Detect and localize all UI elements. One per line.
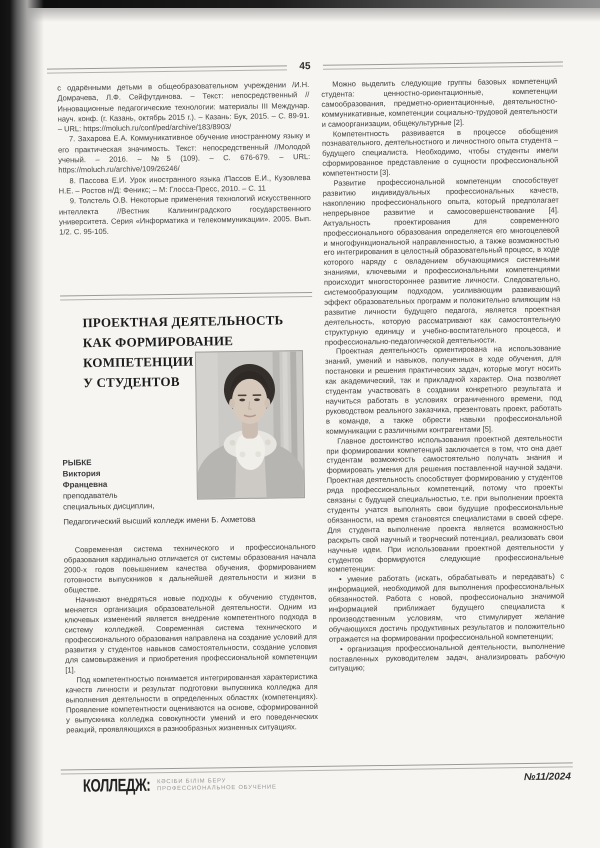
journal-logo-subtitle-kz: КӘСІБИ БІЛІМ БЕРУ [157, 778, 227, 786]
article-title-line: КАК ФОРМИРОВАНИЕ [82, 333, 234, 351]
author-patronymic: Францевна [62, 479, 108, 490]
paragraph: Можно выделить следующие группы базовых компетенций студента: ценностно-ориентационные, компетенции самообразования, предметно-ориентационные, деятельностно-коммуникативные, компетенции социально-трудовой деятельности и самоорганизации, общекультурные [2]. [321, 76, 558, 129]
author-surname: РЫБКЕ [62, 458, 92, 468]
bullet-item: • умение работать (искать, обрабатывать и передавать) с информацией, необходимой для выполнения профессиональных обязанностей. Работа с новой, профессионально значимой информацией приближает будущего специалиста к производственным условиям, что стимулирует желание обучающихся достичь продуктивных результатов и положительно отражается на формировании профессиональной компетенции; [328, 571, 565, 644]
section-divider-rule [60, 292, 312, 301]
header-rule-right [322, 61, 562, 69]
reference-item-9: 9. Толстель О.В. Некоторые применения технологий искусственного интеллекта //Вестник Калининградского государственного университета. Серия «Информатика и телекоммуникации». 2005. Вып. 1/2. С. 95-105. [58, 193, 312, 237]
page-footer [61, 762, 573, 796]
paragraph: Главное достоинство использования проектной деятельности при формировании компетенций заключается в том, что она дает студентам возможность самостоятельно получать знания и формировать умения для решения поставленной научной задачи. Проектная деятельность способствует формированию у студентов ряда профессиональных компетенций, потому что проекты связаны с будущей специальностью, т.е. при выполнении проекта студенты учатся выполнять свои будущие профессиональные обязанности, на время становятся специалистами в своей сфере. Для студента выполнение проекта является возможностью раскрыть свой научный и творческий потенциал, реализовать свои научные идеи. При использовании проектной деятельности у студентов формируются следующие профессиональные компетенции: [326, 433, 564, 575]
journal-logo-title: КОЛЛЕДЖ: [82, 776, 151, 797]
left-column [57, 80, 319, 769]
scan-edge-left-spine [0, 0, 44, 848]
page-number: 45 [299, 60, 311, 73]
references-list [57, 80, 311, 238]
journal-logo-subtitle-ru: ПРОФЕССИОНАЛЬНОЕ ОБУЧЕНИЕ [157, 784, 277, 793]
journal-logo [83, 776, 277, 797]
article-title-line: КОМПЕТЕНЦИИ [82, 353, 194, 371]
issue-number: №11/2024 [523, 771, 571, 784]
author-photo [195, 350, 305, 499]
reference-item-8: 8. Пассова Е.И. Урок иностранного языка /Пассов Е.И., Кузовлева Н.Е. – Ростов н/Д: Феникс; – М: Глосса-Пресс, 2010. – С. 11 [58, 172, 311, 196]
scan-edge-top-shadow [0, 8, 600, 22]
paragraph: Развитие профессиональной компетенции способствует развитию индивидуальных профессиональных качеств, накоплению профессионального опыта, который предполагает непрерывное развитие и самосовершенствование [4]. Актуальность проектирования для современного профессионального образования определяется его многоцелевой и многофункциональной направленностью, а также возможностью его интегрирования в целостный образовательный процесс, в ходе которого наряду с овладением обучающимися системными знаниями, ключевыми и профессиональными компетенциями происходит многостороннее развитие личности. Следовательно, системообразующим подходом, усиливающим развивающий эффект образовательных программ и положительно влияющим на развитие личности будущего педагога, является проектная деятельность, которую рассматривают как самостоятельную структурную единицу и учебно-воспитательного процесса, и профессионально-педагогической деятельности. [322, 175, 561, 347]
two-column-layout [57, 77, 567, 770]
scan-edge-top [0, 0, 600, 8]
right-column [321, 77, 567, 766]
author-position: специальных дисциплин, [63, 501, 155, 512]
author-first-name: Виктория [62, 468, 101, 479]
reference-item-7: 7. Захарова Е.А. Коммуникативное обучение иностранному языку и его практическая значимость. Текст: непосредственный //Молодой ученый. – 2016. – №5 (109). – С. 676-679. – URL: https://moluch.ru/archive/109/26246/ [58, 131, 311, 175]
journal-logo-subtitle [157, 778, 277, 794]
footer-row [61, 771, 573, 796]
article-title-line: ПРОЕКТНАЯ ДЕЯТЕЛЬНОСТЬ [82, 312, 284, 331]
article-body-left [64, 542, 319, 769]
author-block [62, 456, 193, 513]
page-content [56, 25, 571, 834]
paragraph: Начинают внедряться новые подходы к обучению студентов, меняется организация образовательной деятельности. Одним из ключевых изменений является внедрение компетентного подхода в систему колледжей. Современная система технического и профессионального образования направлена на создание условий для развития у студентов навыков самостоятельности, создание условия для самовыражения и приобретения профессиональной компетенции [1]. [64, 591, 318, 675]
header-rule-left [47, 65, 287, 73]
paragraph: Проектная деятельность ориентирована на использование знаний, умений и навыков, полученных в ходе обучения, для постановки и решения практических задач, которые могут носить как академический, так и прикладной характер. Она позволяет студентам участвовать в создании конкретного результата и научиться работать в условиях ограниченного времени, под руководством реального заказчика, презентовать проект, работать в команде, а также обрести навыки профессиональной коммуникации с различными контрагентами [5]. [325, 343, 562, 436]
paragraph: Компетентность развивается в процессе обобщения познавательного, деятельностного и личностного опыта студента – будущего специалиста. Необходимо, чтобы студенты имели сформированное представление о сущности профессиональной компетентности [3]. [321, 126, 559, 178]
bullet-item: • организация профессиональной деятельности, выполнение поставленных руководителем задач, анализировать рабочую ситуацию; [329, 641, 566, 674]
paragraph: Под компетентностью понимается интегрированная характеристика качеств личности и результат подготовки выпускника колледжа для выполнения деятельности в определенных областях (компетенциях). Проявление компетентности оцениваются на основе, сформированной у выпускника колледжа совокупности умений и его поведенческих реакций, проявляющихся в разнообразных жизненных ситуациях. [65, 671, 319, 735]
article-header [60, 304, 315, 539]
article-title-line: У СТУДЕНТОВ [83, 373, 180, 391]
paragraph: Современная система технического и профессионального образования кардинально отличается от системы образования начала 2000-х годов повышением качества обучения, формированием готовности выпускников к дальнейшей деятельности и жизни в обществе. [63, 541, 317, 595]
author-portrait-image [196, 351, 304, 498]
reference-item-6-continuation: с одарёнными детьми в общеобразовательном учреждении /И.Н. Домрачева, Л.Ф. Сейфутдинова. – Текст: непосредственный //Инновационные педагогические технологии: материалы III Междунар. науч. конф. (г. Казань, октябрь 2015 г.). – Казань: Бук, 2015. – С. 89-91. – URL: https://moluch.ru/conf/ped/archive/183/8903/ [57, 80, 310, 134]
author-affiliation: Педагогический высший колледж имени Б. Ахметова [63, 514, 256, 527]
author-position: преподаватель [62, 490, 118, 501]
page-header [47, 58, 563, 75]
